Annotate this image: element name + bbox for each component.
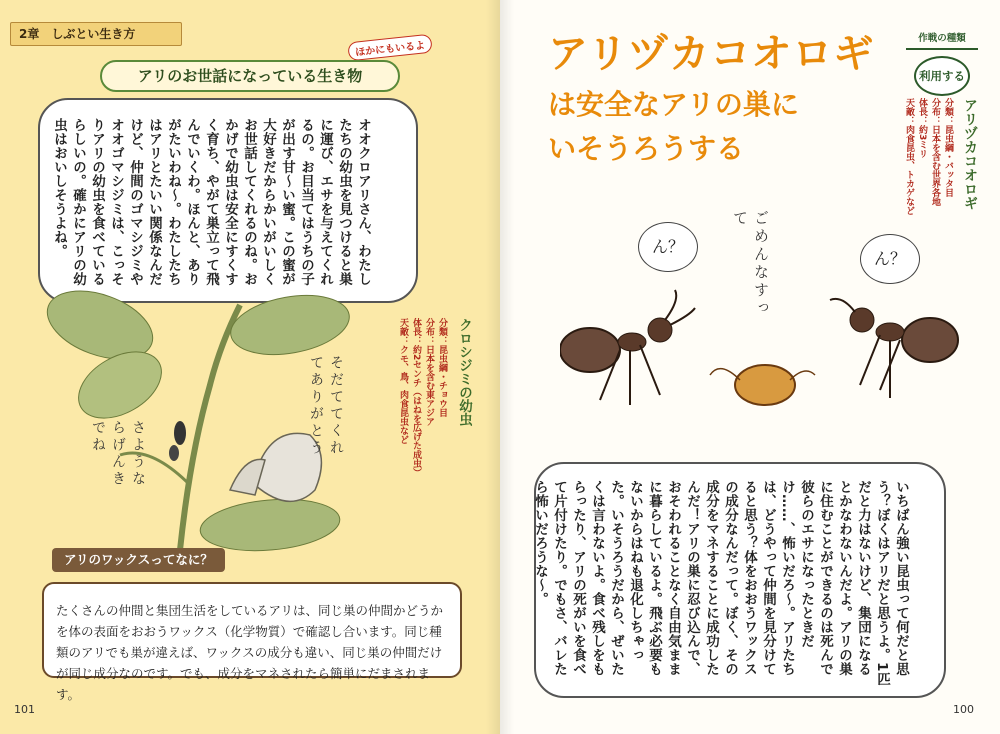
profile-line: 分布：日本を含む東アジア — [424, 318, 434, 426]
strategy-label: 作戦の種類 — [906, 28, 978, 50]
page-number-left: 101 — [14, 703, 35, 716]
section-heading: アリのお世話になっている生き物 — [100, 60, 400, 92]
profile-title-left: クロシジミの幼虫 — [456, 318, 472, 426]
wax-info-body: たくさんの仲間と集団生活をしているアリは、同じ巣の仲間かどうかを体の表面をおおうワックス（化学物質）で確認し合います。同じ種類のアリでも巣が違えば、ワックスの成分も違い、同じ巣の仲間だけが同じ成分なのです。でも、成分をマネされたら簡単にだまされます。 — [56, 603, 444, 702]
speech-text-right: いちばん強い昆虫って何だと思う？ぼくはアリだと思うよ。1匹だと力はないけど、集団になるとかなわないんだよ。アリの巣に住むことができるのは死んで彼らのエサになったときだけ……、怖いだろ〜。アリたちは、どうやって仲間を見分けてると思う？体をおおうワックスの成分なんだって。ぼく、その成分をマネすることに成功したんだ！アリの巣に忍び込んで、おそわれることなく自由気ままに暮らしているよ。飛ぶ必要もないからはねも退化しちゃった。いそうろうだから、ぜいたくは言わないよ。食べ残しをもらったり、アリの死がいを食べて片付けたり。でもさ、バレたら怖いだろうな〜。 — [532, 480, 909, 686]
page-number-right: 100 — [953, 703, 974, 716]
butterfly-handwriting: そだててくれてありがとう — [308, 355, 344, 457]
strategy-badge — [906, 28, 978, 98]
thought-bubble-right-ant: ん？ — [860, 234, 920, 284]
speech-bubble-right — [534, 462, 946, 698]
chapter-label: 2章 しぶとい生き方 — [10, 22, 182, 46]
profile-title-right: アリヅカコオロギ — [962, 98, 978, 210]
heading-tag: ほかにもいるよ — [347, 34, 433, 62]
profile-line: 体長：約2センチ（はねを広げた成虫） — [411, 318, 421, 478]
profile-line: 分類：昆虫綱・チョウ目 — [437, 318, 447, 417]
title-line-2: は安全なアリの巣に — [548, 88, 799, 121]
profile-line: 分類：昆虫綱・バッタ目 — [943, 98, 953, 197]
wax-info-title: アリのワックスってなに？ — [52, 548, 225, 572]
species-profile-right — [880, 98, 980, 248]
book-gutter — [486, 0, 514, 734]
larva-handwriting: さようならげんきでね — [90, 420, 146, 488]
profile-line: 天敵：肉食昆虫、トカゲなど — [904, 98, 914, 215]
cricket-handwriting: ごめんなすって — [731, 210, 770, 318]
species-profile-left — [362, 318, 474, 508]
thought-bubble-left-ant: ん？ — [638, 222, 698, 272]
profile-line: 体長：約3ミリ — [917, 98, 927, 159]
speech-bubble-left — [38, 98, 418, 303]
page-title — [548, 22, 874, 167]
title-line-3: いそうろうする — [548, 132, 745, 165]
speech-text-left: オオクロアリさん、わたしたちの幼虫を見つけると巣に運び、エサを与えてくれるの。お目当てはうちの子が出す甘〜い蜜。この蜜が大好きだからかいがいしくお世話してくれるのね。おかげで幼虫は安全にすくすく育ち、やがて巣立って飛んでいくわ。ほんと、ありがたいわね〜。わたしたちはアリとたいい関係なんだけど、仲間のゴマシジミやオオゴマシジミは、こっそりアリの幼虫を食べているらしいの。確かにアリの幼虫はおいしそうよね。 — [51, 118, 371, 286]
profile-line: 分布：日本を含む世界各地 — [930, 98, 940, 206]
wax-info-box — [42, 582, 462, 702]
profile-line: 天敵：クモ、鳥、肉食昆虫など — [398, 318, 408, 444]
strategy-value: 利用する — [914, 56, 970, 96]
title-line-1: アリヅカコオロギ — [548, 31, 875, 77]
